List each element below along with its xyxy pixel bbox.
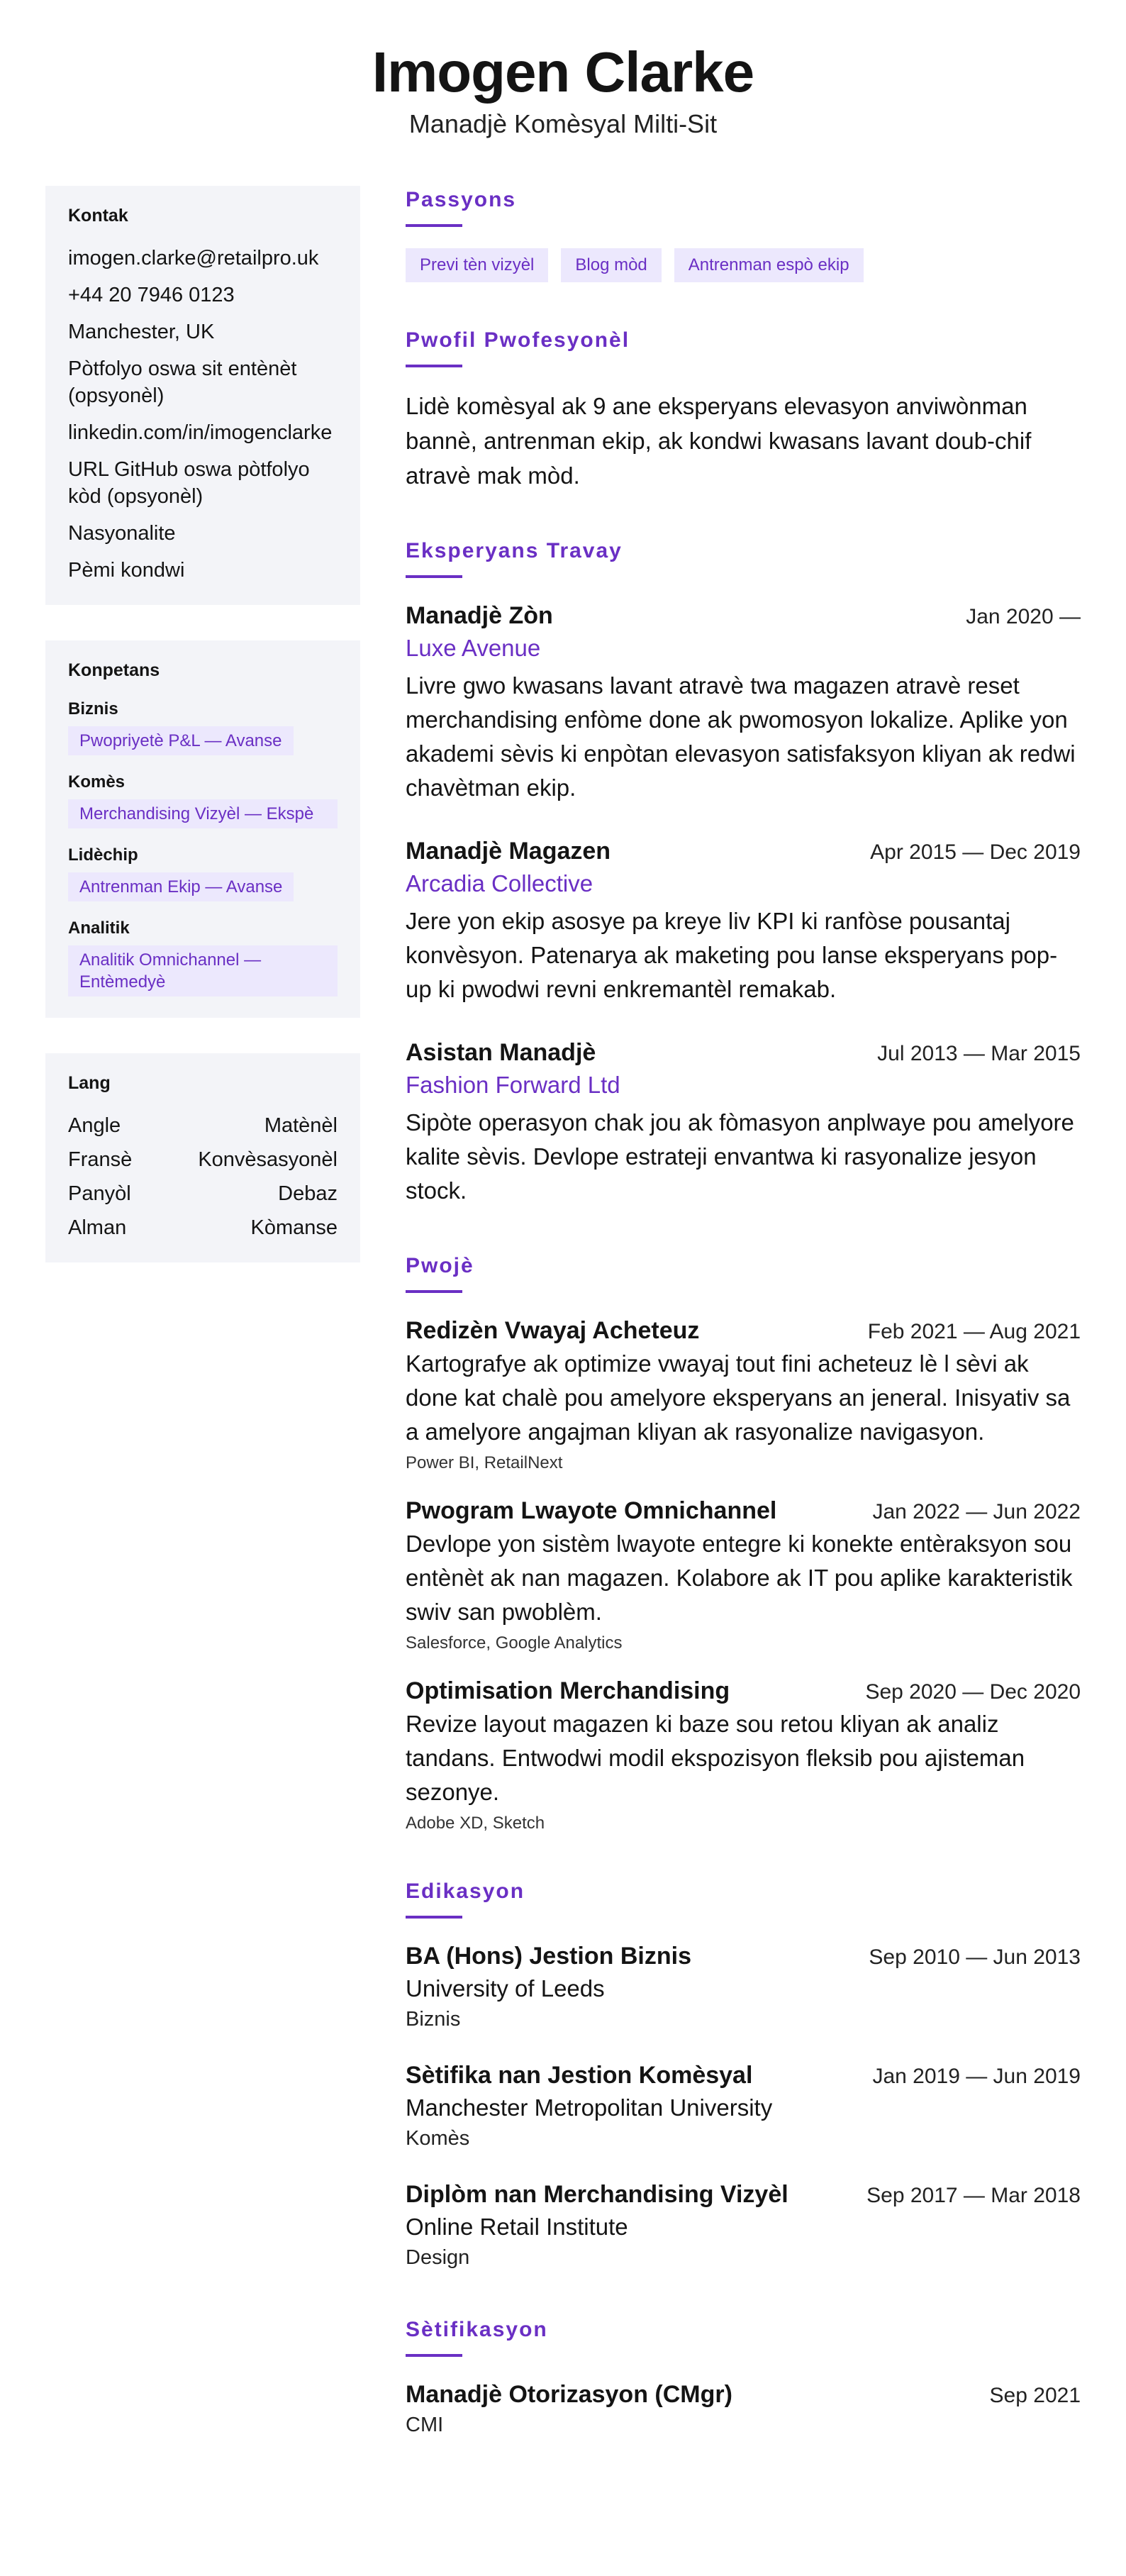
field-of-study: Design bbox=[406, 2246, 470, 2269]
project-name: Optimisation Merchandising bbox=[406, 1677, 730, 1704]
language-level: Konvèsasyonèl bbox=[198, 1148, 338, 1171]
skill-category: Komès bbox=[68, 772, 126, 792]
contact-email[interactable]: imogen.clarke@retailpro.uk bbox=[68, 247, 319, 270]
profile-section bbox=[406, 326, 1081, 493]
education-entry bbox=[406, 2178, 1081, 2272]
resume-header bbox=[0, 0, 1126, 140]
language-name: Fransè bbox=[68, 1148, 133, 1171]
degree: Sètifika nan Jestion Komèsyal bbox=[406, 2062, 753, 2089]
contact-linkedin[interactable]: linkedin.com/in/imogenclarke bbox=[68, 421, 333, 444]
skill-group bbox=[68, 772, 338, 828]
passion-chip: Previ tèn vizyèl bbox=[406, 248, 548, 282]
language-row bbox=[68, 1180, 338, 1207]
school: Online Retail Institute bbox=[406, 2214, 628, 2240]
section-rule bbox=[406, 1290, 462, 1293]
project-entry bbox=[406, 1675, 1081, 1833]
degree-dates: Sep 2017 — Mar 2018 bbox=[866, 2184, 1081, 2207]
degree: Diplòm nan Merchandising Vizyèl bbox=[406, 2181, 788, 2208]
job-dates: Jul 2013 — Mar 2015 bbox=[877, 1042, 1081, 1065]
section-rule bbox=[406, 1916, 462, 1919]
languages-box bbox=[45, 1053, 360, 1262]
job-role: Asistan Manadjè bbox=[406, 1039, 596, 1066]
project-name: Redizèn Vwayaj Acheteuz bbox=[406, 1317, 700, 1344]
passion-chip: Antrenman espò ekip bbox=[674, 248, 864, 282]
section-title: Eksperyans Travay bbox=[406, 539, 623, 562]
language-name: Angle bbox=[68, 1114, 121, 1137]
candidate-title: Manadjè Komèsyal Milti-Sit bbox=[408, 109, 718, 138]
job-role: Manadjè Zòn bbox=[406, 602, 553, 629]
contact-nationality: Nasyonalite bbox=[68, 522, 176, 545]
certifications-section bbox=[406, 2316, 1081, 2439]
field-of-study: Komès bbox=[406, 2127, 470, 2150]
language-level: Matènèl bbox=[264, 1114, 338, 1137]
language-name: Panyòl bbox=[68, 1182, 131, 1205]
profile-text: Lidè komèsyal ak 9 ane eksperyans elevasyon anviwònman bannè, antrenman ekip, ak kondwi kwasans lavant doub-chif atravè mak mòd. bbox=[406, 393, 1032, 489]
school: Manchester Metropolitan University bbox=[406, 2094, 773, 2121]
project-description: Devlope yon sistèm lwayote entegre ki konekte entèraksyon sou entènèt ak nan magazen. Kolabore ak IT pou aplike karakteristik swiv san pwoblèm. bbox=[406, 1531, 1073, 1625]
contact-location: Manchester, UK bbox=[68, 321, 215, 343]
contact-box bbox=[45, 186, 360, 605]
project-entry bbox=[406, 1314, 1081, 1473]
contact-title: Kontak bbox=[68, 206, 128, 226]
skills-title: Konpetans bbox=[68, 660, 160, 680]
language-level: Debaz bbox=[278, 1182, 338, 1205]
job-role: Manadjè Magazen bbox=[406, 838, 611, 865]
contact-license: Pèmi kondwi bbox=[68, 559, 185, 582]
degree: BA (Hons) Jestion Biznis bbox=[406, 1943, 691, 1970]
section-rule bbox=[406, 365, 462, 367]
degree-dates: Jan 2019 — Jun 2019 bbox=[872, 2065, 1081, 2088]
certification-issuer: CMI bbox=[406, 2414, 444, 2436]
project-tech: Power BI, RetailNext bbox=[406, 1453, 563, 1472]
education-section bbox=[406, 1877, 1081, 2272]
passion-chip: Blog mòd bbox=[561, 248, 661, 282]
degree-dates: Sep 2010 — Jun 2013 bbox=[869, 1945, 1081, 1969]
candidate-name: Imogen Clarke bbox=[372, 40, 754, 104]
certification-name: Manadjè Otorizasyon (CMgr) bbox=[406, 2381, 732, 2408]
project-description: Kartografye ak optimize vwayaj tout fini acheteuz lè l sèvi ak done kat chalè pou amelyore eksperyans an jeneral. Inisyativ sa a amelyore angajman kliyan ak rasyonalize navigasyon. bbox=[406, 1350, 1071, 1445]
experience-entry bbox=[406, 599, 1081, 805]
skill-chip: Pwopriyetè P&L — Avanse bbox=[68, 726, 294, 755]
section-rule bbox=[406, 224, 462, 227]
project-name: Pwogram Lwayote Omnichannel bbox=[406, 1497, 777, 1524]
school: University of Leeds bbox=[406, 1975, 605, 2002]
job-description: Jere yon ekip asosye pa kreye liv KPI ki ranfòse pousantaj konvèsyon. Patenarya ak maketing pou lanse eksperyans pop-up ki pwodwi revni enkremantèl remakab. bbox=[406, 908, 1058, 1002]
language-name: Alman bbox=[68, 1216, 127, 1239]
field-of-study: Biznis bbox=[406, 2008, 461, 2031]
passions-section bbox=[406, 186, 1081, 282]
skills-box bbox=[45, 640, 360, 1018]
skill-chip: Antrenman Ekip — Avanse bbox=[68, 872, 294, 901]
language-row bbox=[68, 1112, 338, 1139]
skill-group bbox=[68, 918, 338, 996]
section-title: Passyons bbox=[406, 188, 517, 211]
skill-category: Analitik bbox=[68, 918, 130, 938]
skill-group bbox=[68, 699, 338, 755]
section-title: Pwojè bbox=[406, 1254, 474, 1277]
certification-date: Sep 2021 bbox=[989, 2384, 1081, 2407]
job-company: Arcadia Collective bbox=[406, 870, 593, 896]
skill-category: Biznis bbox=[68, 699, 118, 718]
job-description: Livre gwo kwasans lavant atravè twa magazen atravè reset merchandising enfòme done ak pwomosyon lokalize. Aplike yon akademi sèvis ki enpòtan elevasyon satisfaksyon kliyan ak redwi chavètman ekip. bbox=[406, 672, 1076, 801]
certification-entry bbox=[406, 2378, 1081, 2439]
contact-phone[interactable]: +44 20 7946 0123 bbox=[68, 284, 235, 306]
section-title: Edikasyon bbox=[406, 1880, 525, 1903]
passion-chips bbox=[406, 248, 1081, 282]
job-dates: Apr 2015 — Dec 2019 bbox=[870, 840, 1081, 864]
project-description: Revize layout magazen ki baze sou retou kliyan ak analiz tandans. Entwodwi modil ekspozisyon fleksib pou ajisteman sezonye. bbox=[406, 1711, 1025, 1805]
language-row bbox=[68, 1214, 338, 1241]
project-dates: Sep 2020 — Dec 2020 bbox=[865, 1680, 1081, 1704]
project-dates: Jan 2022 — Jun 2022 bbox=[872, 1500, 1081, 1523]
section-rule bbox=[406, 575, 462, 578]
skill-chip: Merchandising Vizyèl — Ekspè bbox=[68, 799, 338, 828]
contact-github: URL GitHub oswa pòtfolyo kòd (opsyonèl) bbox=[68, 458, 310, 508]
language-row bbox=[68, 1146, 338, 1173]
skill-chip: Analitik Omnichannel — Entèmedyè bbox=[68, 945, 338, 996]
job-description: Sipòte operasyon chak jou ak fòmasyon anplwaye pou amelyore kalite sèvis. Devlope estrateji envantwa ki rasyonalize jesyon stock. bbox=[406, 1109, 1074, 1204]
projects-section bbox=[406, 1252, 1081, 1833]
job-dates: Jan 2020 — bbox=[966, 605, 1081, 628]
job-company: Fashion Forward Ltd bbox=[406, 1072, 620, 1098]
education-entry bbox=[406, 2059, 1081, 2153]
section-title: Sètifikasyon bbox=[406, 2318, 548, 2341]
project-dates: Feb 2021 — Aug 2021 bbox=[867, 1320, 1081, 1343]
section-rule bbox=[406, 2354, 462, 2357]
language-level: Kòmanse bbox=[250, 1216, 338, 1239]
main-content bbox=[406, 186, 1081, 2483]
job-company: Luxe Avenue bbox=[406, 635, 541, 661]
experience-section bbox=[406, 537, 1081, 1208]
experience-entry bbox=[406, 835, 1081, 1006]
contact-portfolio: Pòtfolyo oswa sit entènèt (opsyonèl) bbox=[68, 357, 297, 407]
project-entry bbox=[406, 1494, 1081, 1653]
education-entry bbox=[406, 1940, 1081, 2033]
sidebar bbox=[45, 186, 360, 1298]
project-tech: Salesforce, Google Analytics bbox=[406, 1633, 623, 1653]
skill-group bbox=[68, 845, 338, 901]
skill-category: Lidèchip bbox=[68, 845, 138, 865]
section-title: Pwofil Pwofesyonèl bbox=[406, 328, 630, 352]
project-tech: Adobe XD, Sketch bbox=[406, 1814, 545, 1833]
languages-title: Lang bbox=[68, 1073, 111, 1093]
experience-entry bbox=[406, 1036, 1081, 1208]
